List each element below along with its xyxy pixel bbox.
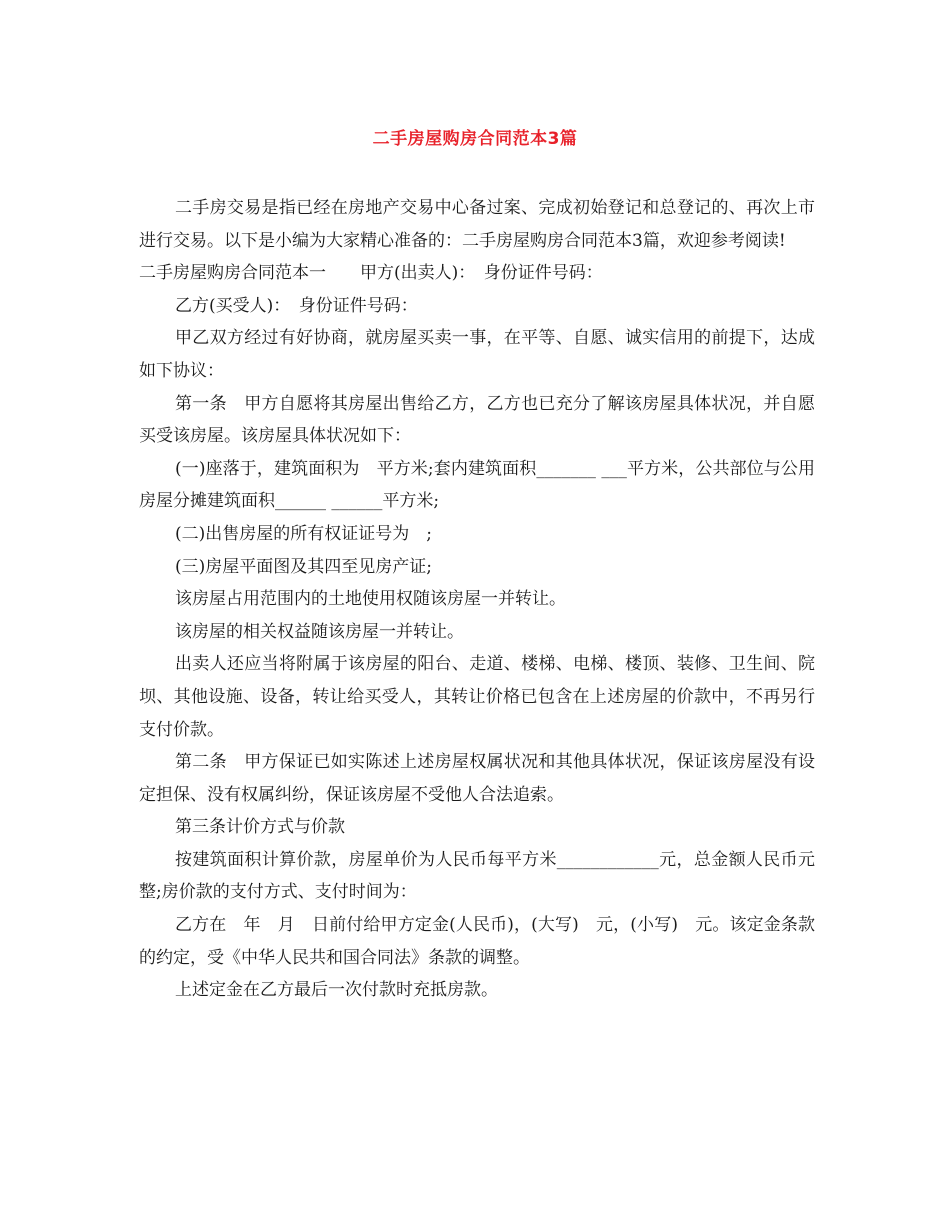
paragraph-article-1: 第一条 甲方自愿将其房屋出售给乙方，乙方也已充分了解该房屋具体状况，并自愿买受该房屋。该房屋具体状况如下： [139,393,815,447]
document-body [139,192,815,1007]
paragraph-attachments: 出卖人还应当将附属于该房屋的阳台、走道、楼梯、电梯、楼顶、装修、卫生间、院坝、其他设施、设备，转让给买受人，其转让价格已包含在上述房屋的价款中，不再另行支付价款。 [139,654,815,740]
paragraph-deposit-offset: 上述定金在乙方最后一次付款时充抵房款。 [175,980,498,1001]
paragraph-intro: 二手房交易是指已经在房地产交易中心备过案、完成初始登记和总登记的、再次上市进行交易。以下是小编为大家精心准备的：二手房屋购房合同范本3篇，欢迎参考阅读! [139,198,815,251]
document-title: 二手房屋购房合同范本3篇 [372,129,578,149]
paragraph-land-use: 该房屋占用范围内的土地使用权随该房屋一并转让。 [175,589,566,610]
paragraph-pricing: 按建筑面积计算价款，房屋单价为人民币每平方米____________元，总金额人民币元整;房价款的支付方式、支付时间为： [139,849,815,903]
paragraph-rights: 该房屋的相关权益随该房屋一并转让。 [175,621,464,642]
paragraph-agreement: 甲乙双方经过有好协商，就房屋买卖一事，在平等、自愿、诚实信用的前提下，达成如下协议： [139,328,815,381]
paragraph-deposit: 乙方在 年 月 日前付给甲方定金(人民币)，(大写) 元，(小写) 元。该定金条款的约定，受《中华人民共和国合同法》条款的调整。 [139,915,815,968]
paragraph-party-b: 乙方(买受人)： 身份证件号码： [175,295,418,316]
paragraph-contract-heading: 二手房屋购房合同范本一 甲方(出卖人)： 身份证件号码： [139,263,603,284]
paragraph-article-2: 第二条 甲方保证已如实陈述上述房屋权属状况和其他具体状况，保证该房屋没有设定担保、没有权属纠纷，保证该房屋不受他人合法追索。 [139,752,815,805]
paragraph-item-3: (三)房屋平面图及其四至见房产证; [175,556,432,577]
paragraph-article-3-heading: 第三条计价方式与价款 [175,817,345,838]
paragraph-item-2: (二)出售房屋的所有权证证号为 ; [175,523,432,544]
paragraph-item-1: (一)座落于，建筑面积为 平方米;套内建筑面积_______ ___平方米，公共部位与公用房屋分摊建筑面积______ ______平方米; [139,458,815,512]
